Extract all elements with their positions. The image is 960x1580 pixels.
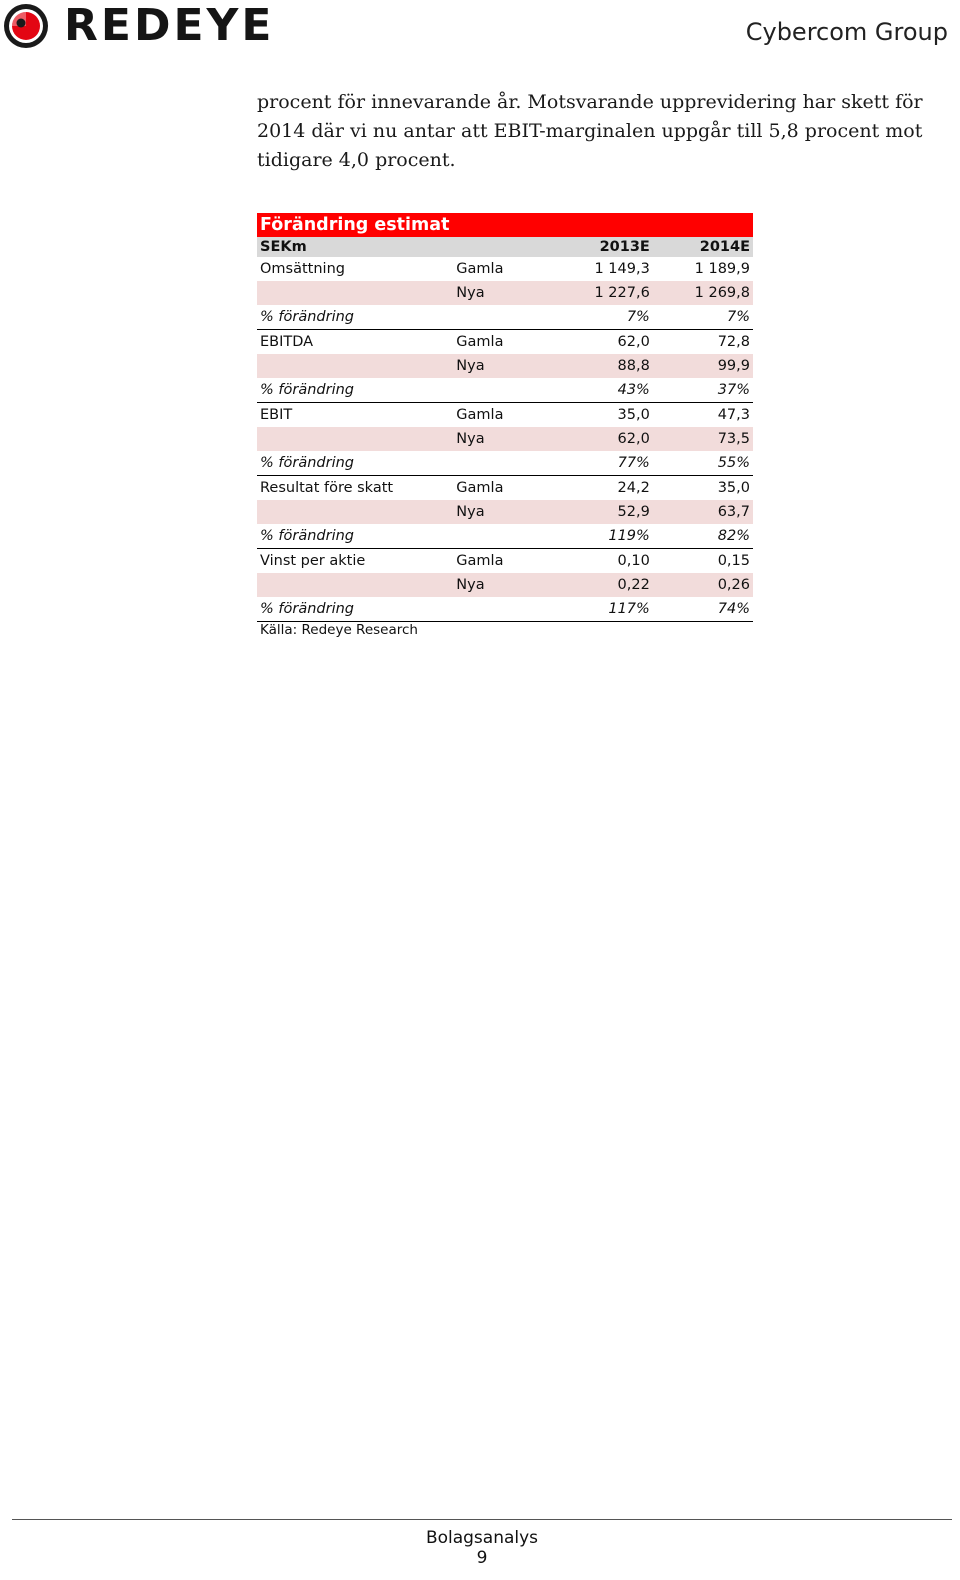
value-2014-cell: 7%: [653, 305, 753, 330]
version-cell: Nya: [453, 354, 551, 378]
version-cell: Gamla: [456, 407, 504, 423]
value-2013-cell: 7%: [551, 305, 653, 330]
estimate-change-table: [257, 213, 753, 622]
body-paragraph: procent för innevarande år. Motsvarande upprevidering har skett för 2014 där vi nu antar att EBIT-marginalen uppgår till 5,8 procent mot tidigare 4,0 procent.: [257, 91, 923, 171]
value-2013-cell: 24,2: [617, 480, 650, 496]
value-2014-cell: 63,7: [653, 500, 753, 524]
table-row: [257, 330, 753, 355]
metric-cell: EBITDA: [260, 334, 314, 350]
table-header-row: [257, 237, 753, 257]
company-name: Cybercom Group: [745, 18, 948, 46]
metric-cell: [257, 354, 453, 378]
metric-cell: % förändring: [257, 451, 453, 476]
table-row: [257, 500, 753, 524]
metric-cell: % förändring: [257, 597, 453, 622]
value-2013-cell: 119%: [551, 524, 653, 549]
version-cell: [453, 378, 551, 403]
metric-cell: % förändring: [257, 524, 453, 549]
metric-cell: Vinst per aktie: [260, 553, 366, 569]
value-2013-cell: 0,22: [551, 573, 653, 597]
value-2013-cell: 1 149,3: [594, 261, 650, 277]
table-row: [257, 403, 753, 428]
table-row: [257, 451, 753, 476]
header-version: [453, 237, 551, 257]
table-row: [257, 257, 753, 281]
version-cell: Nya: [453, 427, 551, 451]
value-2014-cell: 1 189,9: [694, 261, 750, 277]
value-2013-cell: 77%: [551, 451, 653, 476]
table-row: [257, 305, 753, 330]
metric-cell: [257, 573, 453, 597]
value-2014-cell: 74%: [653, 597, 753, 622]
version-cell: Nya: [453, 573, 551, 597]
table-source-note: Källa: Redeye Research: [260, 622, 418, 638]
value-2014-cell: 72,8: [717, 334, 750, 350]
page-header: [0, 0, 960, 60]
metric-cell: Resultat före skatt: [260, 480, 394, 496]
redeye-logo: [2, 2, 274, 50]
header-2014e: 2014E: [653, 237, 753, 257]
table-row: [257, 427, 753, 451]
value-2013-cell: 62,0: [551, 427, 653, 451]
metric-cell: [257, 500, 453, 524]
value-2013-cell: 52,9: [551, 500, 653, 524]
table-row: [257, 524, 753, 549]
table-title: Förändring estimat: [257, 213, 753, 237]
table-row: [257, 476, 753, 501]
metric-cell: % förändring: [257, 305, 453, 330]
value-2014-cell: 37%: [653, 378, 753, 403]
value-2014-cell: 35,0: [717, 480, 750, 496]
value-2013-cell: 117%: [551, 597, 653, 622]
logo-wordmark: REDEYE: [64, 0, 275, 51]
metric-cell: % förändring: [257, 378, 453, 403]
metric-cell: EBIT: [260, 407, 293, 423]
version-cell: Nya: [453, 281, 551, 305]
footer-label: Bolagsanalys: [425, 1528, 539, 1548]
metric-cell: Omsättning: [260, 261, 345, 277]
table-title-row: [257, 213, 753, 237]
table-row: [257, 354, 753, 378]
redeye-eye-icon: [2, 2, 50, 50]
value-2013-cell: 0,10: [617, 553, 650, 569]
value-2013-cell: 1 227,6: [551, 281, 653, 305]
value-2013-cell: 43%: [551, 378, 653, 403]
value-2014-cell: 99,9: [653, 354, 753, 378]
version-cell: [453, 597, 551, 622]
value-2014-cell: 0,15: [717, 553, 750, 569]
value-2013-cell: 88,8: [551, 354, 653, 378]
footer-divider: [12, 1519, 952, 1520]
value-2014-cell: 82%: [653, 524, 753, 549]
value-2014-cell: 73,5: [653, 427, 753, 451]
version-cell: [453, 524, 551, 549]
page-number: 9: [476, 1548, 488, 1568]
value-2013-cell: 62,0: [617, 334, 650, 350]
version-cell: Gamla: [456, 553, 504, 569]
value-2014-cell: 0,26: [653, 573, 753, 597]
table-row: [257, 573, 753, 597]
metric-cell: [257, 281, 453, 305]
version-cell: [453, 305, 551, 330]
version-cell: [453, 451, 551, 476]
header-unit: SEKm: [257, 237, 453, 257]
table-row: [257, 597, 753, 622]
header-2013e: 2013E: [551, 237, 653, 257]
value-2013-cell: 35,0: [617, 407, 650, 423]
version-cell: Gamla: [456, 261, 504, 277]
table-row: [257, 549, 753, 574]
table-row: [257, 378, 753, 403]
table-row: [257, 281, 753, 305]
version-cell: Nya: [453, 500, 551, 524]
version-cell: Gamla: [456, 480, 504, 496]
metric-cell: [257, 427, 453, 451]
value-2014-cell: 1 269,8: [653, 281, 753, 305]
version-cell: Gamla: [456, 334, 504, 350]
value-2014-cell: 47,3: [717, 407, 750, 423]
value-2014-cell: 55%: [653, 451, 753, 476]
